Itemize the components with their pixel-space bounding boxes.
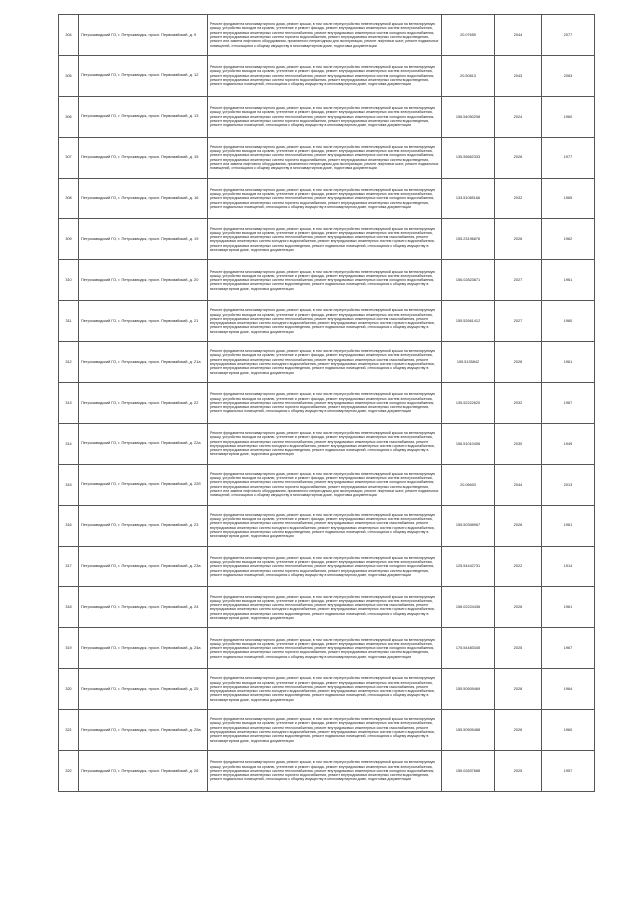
- cost-cell: 135.55662333: [442, 137, 495, 178]
- year-start-cell: 2043: [495, 55, 542, 96]
- cost-cell: 155.50398967: [442, 505, 495, 546]
- table-row: [59, 464, 595, 505]
- address-cell: Петрозаводский ГО, г. Петрозаводск, просп. Первомайский, д. 21: [79, 301, 208, 342]
- year-start-cell: 2027: [495, 260, 542, 301]
- works-cell: Ремонт фундамента многоквартирного дома, ремонт крыши, в том числе переустройство невентилируемой крыши на вентилируемую крышу, устройство выходов на кровлю, утепление и ремонт фасада, ремонт внутридомовых инженерных систем электроснабжения, ремонт внутридомовых инженерных систем теплоснабжения, ремонт внутридомовых инженерных систем холодного водоснабжения, ремонт внутридомовых инженерных систем горячего водоснабжения, ремонт внутридомовых инженерных систем водоотведения, ремонт подвальных помещений, относящихся к общему имуществу в многоквартирном доме, подготовка документации: [208, 383, 442, 424]
- year-start-cell: 2026: [495, 505, 542, 546]
- year-end-cell: 1977: [542, 137, 595, 178]
- table-row: [59, 751, 595, 792]
- table-row: [59, 587, 595, 628]
- table-row: [59, 301, 595, 342]
- cost-cell: 133.51065166: [442, 178, 495, 219]
- table-row: [59, 96, 595, 137]
- cost-cell: 20.06603: [442, 464, 495, 505]
- year-end-cell: 1967: [542, 628, 595, 669]
- cost-cell: 155.50505488: [442, 710, 495, 751]
- year-end-cell: 1957: [542, 751, 595, 792]
- table-body: [59, 15, 595, 792]
- year-end-cell: 1960: [542, 96, 595, 137]
- year-start-cell: 2044: [495, 15, 542, 56]
- table-row: [59, 137, 595, 178]
- row-number: 319: [59, 628, 79, 669]
- year-start-cell: 2026: [495, 219, 542, 260]
- row-number: 307: [59, 137, 79, 178]
- year-end-cell: 1961: [542, 342, 595, 383]
- year-start-cell: 2028: [495, 342, 542, 383]
- cost-cell: 155.5135842: [442, 342, 495, 383]
- address-cell: Петрозаводский ГО, г. Петрозаводск, просп. Первомайский, д. 20: [79, 260, 208, 301]
- works-cell: Ремонт фундамента многоквартирного дома, ремонт крыши, в том числе переустройство невентилируемой крыши на вентилируемую крышу, устройство выходов на кровлю, утепление и ремонт фасада, ремонт внутридомовых инженерных систем электроснабжения, ремонт внутридомовых инженерных систем теплоснабжения, ремонт внутридомовых инженерных систем холодного водоснабжения, ремонт внутридомовых инженерных систем горячего водоснабжения, ремонт внутридомовых инженерных систем водоотведения, ремонт или замена лифтового оборудования, признанного непригодным для эксплуатации, ремонт лифтовых шахт, ремонт подвальных помещений, относящихся к общему имуществу в многоквартирном доме, подготовка документации: [208, 464, 442, 505]
- document-page: [58, 14, 594, 792]
- year-start-cell: 2030: [495, 423, 542, 464]
- row-number: 321: [59, 710, 79, 751]
- cost-cell: 135.52222620: [442, 383, 495, 424]
- year-start-cell: 2025: [495, 628, 542, 669]
- works-cell: Ремонт фундамента многоквартирного дома, ремонт крыши, в том числе переустройство невентилируемой крыши на вентилируемую крышу, устройство выходов на кровлю, утепление и ремонт фасада, ремонт внутридомовых инженерных систем электроснабжения, ремонт внутридомовых инженерных систем теплоснабжения, ремонт внутридомовых инженерных систем холодного водоснабжения, ремонт внутридомовых инженерных систем горячего водоснабжения, ремонт внутридомовых инженерных систем водоотведения, ремонт подвальных помещений, относящихся к общему имуществу в многоквартирном доме, подготовка документации: [208, 751, 442, 792]
- address-cell: Петрозаводский ГО, г. Петрозаводск, просп. Первомайский, д. 16: [79, 178, 208, 219]
- address-cell: Петрозаводский ГО, г. Петрозаводск, просп. Первомайский, д. 9: [79, 15, 208, 56]
- table-row: [59, 342, 595, 383]
- address-cell: Петрозаводский ГО, г. Петрозаводск, просп. Первомайский, д. 22: [79, 383, 208, 424]
- works-cell: Ремонт фундамента многоквартирного дома, ремонт крыши, в том числе переустройство невентилируемой крыши на вентилируемую крышу, устройство выходов на кровлю, утепление и ремонт фасада, ремонт внутридомовых инженерных систем электроснабжения, ремонт внутридомовых инженерных систем теплоснабжения, ремонт внутридомовых инженерных систем холодного водоснабжения, ремонт внутридомовых инженерных систем горячего водоснабжения, ремонт внутридомовых инженерных систем водоотведения, ремонт подвальных помещений, относящихся к общему имуществу в многоквартирном доме, подготовка документации: [208, 55, 442, 96]
- row-number: 308: [59, 178, 79, 219]
- address-cell: Петрозаводский ГО, г. Петрозаводск, просп. Первомайский, д. 23а: [79, 546, 208, 587]
- year-start-cell: 2027: [495, 301, 542, 342]
- year-start-cell: 2028: [495, 669, 542, 710]
- row-number: 314: [59, 423, 79, 464]
- year-start-cell: 2026: [495, 587, 542, 628]
- address-cell: Петрозаводский ГО, г. Петрозаводск, просп. Первомайский, д. 23: [79, 505, 208, 546]
- works-cell: Ремонт фундамента многоквартирного дома, ремонт крыши, в том числе переустройство невентилируемой крыши на вентилируемую крышу, устройство выходов на кровлю, утепление и ремонт фасада, ремонт внутридомовых инженерных систем электроснабжения, ремонт внутридомовых инженерных систем теплоснабжения, ремонт внутридомовых инженерных систем газоснабжения, ремонт внутридомовых инженерных систем холодного водоснабжения, ремонт внутридомовых инженерных систем горячего водоснабжения, ремонт внутридомовых инженерных систем водоотведения, ремонт подвальных помещений, относящихся к общему имуществу в многоквартирном доме, подготовка документации: [208, 219, 442, 260]
- address-cell: Петрозаводский ГО, г. Петрозаводск, просп. Первомайский, д. 19: [79, 219, 208, 260]
- year-start-cell: 2044: [495, 464, 542, 505]
- cost-cell: 156.54050298: [442, 96, 495, 137]
- works-cell: Ремонт фундамента многоквартирного дома, ремонт крыши, в том числе переустройство невентилируемой крыши на вентилируемую крышу, устройство выходов на кровлю, утепление и ремонт фасада, ремонт внутридомовых инженерных систем электроснабжения, ремонт внутридомовых инженерных систем теплоснабжения, ремонт внутридомовых инженерных систем холодного водоснабжения, ремонт внутридомовых инженерных систем горячего водоснабжения, ремонт внутридомовых инженерных систем водоотведения, ремонт или замена лифтового оборудования, признанного непригодным для эксплуатации, ремонт лифтовых шахт, ремонт подвальных помещений, относящихся к общему имуществу в многоквартирном доме, подготовка документации: [208, 137, 442, 178]
- table-row: [59, 219, 595, 260]
- year-end-cell: 2063: [542, 55, 595, 96]
- table-row: [59, 628, 595, 669]
- row-number: 304: [59, 15, 79, 56]
- address-cell: Петрозаводский ГО, г. Петрозаводск, просп. Первомайский, д. 12: [79, 55, 208, 96]
- cost-cell: 156.02837688: [442, 751, 495, 792]
- year-end-cell: 2077: [542, 15, 595, 56]
- address-cell: Петрозаводский ГО, г. Петрозаводск, просп. Первомайский, д. 21а: [79, 342, 208, 383]
- cost-cell: 156.02224436: [442, 587, 495, 628]
- table-row: [59, 383, 595, 424]
- row-number: 306: [59, 96, 79, 137]
- row-number: 322: [59, 751, 79, 792]
- row-number: 311: [59, 301, 79, 342]
- address-cell: Петрозаводский ГО, г. Петрозаводск, просп. Первомайский, д. 26: [79, 751, 208, 792]
- year-end-cell: 1967: [542, 383, 595, 424]
- works-cell: Ремонт фундамента многоквартирного дома, ремонт крыши, в том числе переустройство невентилируемой крыши на вентилируемую крышу, устройство выходов на кровлю, утепление и ремонт фасада, ремонт внутридомовых инженерных систем электроснабжения, ремонт внутридомовых инженерных систем теплоснабжения, ремонт внутридомовых инженерных систем холодного водоснабжения, ремонт внутридомовых инженерных систем горячего водоснабжения, ремонт внутридомовых инженерных систем водоотведения, ремонт подвальных помещений, относящихся к общему имуществу в многоквартирном доме, подготовка документации: [208, 96, 442, 137]
- cost-cell: 155.23196876: [442, 219, 495, 260]
- works-cell: Ремонт фундамента многоквартирного дома, ремонт крыши, в том числе переустройство невентилируемой крыши на вентилируемую крышу, устройство выходов на кровлю, утепление и ремонт фасада, ремонт внутридомовых инженерных систем электроснабжения, ремонт внутридомовых инженерных систем теплоснабжения, ремонт внутридомовых инженерных систем газоснабжения, ремонт внутридомовых инженерных систем холодного водоснабжения, ремонт внутридомовых инженерных систем горячего водоснабжения, ремонт внутридомовых инженерных систем водоотведения, ремонт подвальных помещений, относящихся к общему имуществу в многоквартирном доме, подготовка документации: [208, 587, 442, 628]
- table-row: [59, 669, 595, 710]
- table-row: [59, 15, 595, 56]
- address-cell: Петрозаводский ГО, г. Петрозаводск, просп. Первомайский, д. 15: [79, 137, 208, 178]
- address-cell: Петрозаводский ГО, г. Петрозаводск, просп. Первомайский, д. 22б: [79, 464, 208, 505]
- works-cell: Ремонт фундамента многоквартирного дома, ремонт крыши, в том числе переустройство невентилируемой крыши на вентилируемую крышу, устройство выходов на кровлю, утепление и ремонт фасада, ремонт внутридомовых инженерных систем электроснабжения, ремонт внутридомовых инженерных систем теплоснабжения, ремонт внутридомовых инженерных систем холодного водоснабжения, ремонт внутридомовых инженерных систем водоотведения, ремонт подвальных помещений, относящихся к общему имуществу в многоквартирном доме, подготовка документации: [208, 260, 442, 301]
- year-start-cell: 2022: [495, 546, 542, 587]
- works-cell: Ремонт фундамента многоквартирного дома, ремонт крыши, в том числе переустройство невентилируемой крыши на вентилируемую крышу, устройство выходов на кровлю, утепление и ремонт фасада, ремонт внутридомовых инженерных систем электроснабжения, ремонт внутридомовых инженерных систем теплоснабжения, ремонт внутридомовых инженерных систем газоснабжения, ремонт внутридомовых инженерных систем холодного водоснабжения, ремонт внутридомовых инженерных систем горячего водоснабжения, ремонт внутридомовых инженерных систем водоотведения, ремонт подвальных помещений, относящихся к общему имуществу в многоквартирном доме, подготовка документации: [208, 423, 442, 464]
- row-number: 320: [59, 669, 79, 710]
- year-end-cell: 1965: [542, 178, 595, 219]
- year-end-cell: 1964: [542, 669, 595, 710]
- works-cell: Ремонт фундамента многоквартирного дома, ремонт крыши, в том числе переустройство невентилируемой крыши на вентилируемую крышу, устройство выходов на кровлю, утепление и ремонт фасада, ремонт внутридомовых инженерных систем электроснабжения, ремонт внутридомовых инженерных систем теплоснабжения, ремонт внутридомовых инженерных систем холодного водоснабжения, ремонт внутридомовых инженерных систем горячего водоснабжения, ремонт внутридомовых инженерных систем водоотведения, ремонт подвальных помещений, относящихся к общему имуществу в многоквартирном доме, подготовка документации: [208, 628, 442, 669]
- works-cell: Ремонт фундамента многоквартирного дома, ремонт крыши, в том числе переустройство невентилируемой крыши на вентилируемую крышу, устройство выходов на кровлю, утепление и ремонт фасада, ремонт внутридомовых инженерных систем электроснабжения, ремонт внутридомовых инженерных систем теплоснабжения, ремонт внутридомовых инженерных систем газоснабжения, ремонт внутридомовых инженерных систем холодного водоснабжения, ремонт внутридомовых инженерных систем горячего водоснабжения, ремонт внутридомовых инженерных систем водоотведения, ремонт подвальных помещений, относящихся к общему имуществу в многоквартирном доме, подготовка документации: [208, 710, 442, 751]
- works-cell: Ремонт фундамента многоквартирного дома, ремонт крыши, в том числе переустройство невентилируемой крыши на вентилируемую крышу, устройство выходов на кровлю, утепление и ремонт фасада, ремонт внутридомовых инженерных систем электроснабжения, ремонт внутридомовых инженерных систем теплоснабжения, ремонт внутридомовых инженерных систем газоснабжения, ремонт внутридомовых инженерных систем холодного водоснабжения, ремонт внутридомовых инженерных систем горячего водоснабжения, ремонт внутридомовых инженерных систем водоотведения, ремонт подвальных помещений, относящихся к общему имуществу в многоквартирном доме, подготовка документации: [208, 669, 442, 710]
- row-number: 318: [59, 587, 79, 628]
- year-start-cell: 2032: [495, 178, 542, 219]
- works-cell: Ремонт фундамента многоквартирного дома, ремонт крыши, в том числе переустройство невентилируемой крыши на вентилируемую крышу, устройство выходов на кровлю, утепление и ремонт фасада, ремонт внутридомовых инженерных систем электроснабжения, ремонт внутридомовых инженерных систем теплоснабжения, ремонт внутридомовых инженерных систем газоснабжения, ремонт внутридомовых инженерных систем холодного водоснабжения, ремонт внутридомовых инженерных систем горячего водоснабжения, ремонт внутридомовых инженерных систем водоотведения, ремонт подвальных помещений, относящихся к общему имуществу в многоквартирном доме, подготовка документации: [208, 342, 442, 383]
- year-end-cell: 2013: [542, 464, 595, 505]
- works-cell: Ремонт фундамента многоквартирного дома, ремонт крыши, в том числе переустройство невентилируемой крыши на вентилируемую крышу, устройство выходов на кровлю, утепление и ремонт фасада, ремонт внутридомовых инженерных систем электроснабжения, ремонт внутридомовых инженерных систем теплоснабжения, ремонт внутридомовых инженерных систем газоснабжения, ремонт внутридомовых инженерных систем холодного водоснабжения, ремонт внутридомовых инженерных систем горячего водоснабжения, ремонт внутридомовых инженерных систем водоотведения, ремонт подвальных помещений, относящихся к общему имуществу в многоквартирном доме, подготовка документации: [208, 301, 442, 342]
- address-cell: Петрозаводский ГО, г. Петрозаводск, просп. Первомайский, д. 25а: [79, 710, 208, 751]
- address-cell: Петрозаводский ГО, г. Петрозаводск, просп. Первомайский, д. 25: [79, 669, 208, 710]
- address-cell: Петрозаводский ГО, г. Петрозаводск, просп. Первомайский, д. 22а: [79, 423, 208, 464]
- works-cell: Ремонт фундамента многоквартирного дома, ремонт крыши, в том числе переустройство невентилируемой крыши на вентилируемую крышу, устройство выходов на кровлю, утепление и ремонт фасада, ремонт внутридомовых инженерных систем электроснабжения, ремонт внутридомовых инженерных систем теплоснабжения, ремонт внутридомовых инженерных систем газоснабжения, ремонт внутридомовых инженерных систем холодного водоснабжения, ремонт внутридомовых инженерных систем горячего водоснабжения, ремонт внутридомовых инженерных систем водоотведения, ремонт подвальных помещений, относящихся к общему имуществу в многоквартирном доме, подготовка документации: [208, 505, 442, 546]
- row-number: 316: [59, 505, 79, 546]
- year-end-cell: 1961: [542, 505, 595, 546]
- table-row: [59, 546, 595, 587]
- cost-cell: 125.54442731: [442, 546, 495, 587]
- year-end-cell: 1949: [542, 423, 595, 464]
- table-row: [59, 178, 595, 219]
- address-cell: Петрозаводский ГО, г. Петрозаводск, просп. Первомайский, д. 24: [79, 587, 208, 628]
- works-cell: Ремонт фундамента многоквартирного дома, ремонт крыши, в том числе переустройство невентилируемой крыши на вентилируемую крышу, устройство выходов на кровлю, утепление и ремонт фасада, ремонт внутридомовых инженерных систем электроснабжения, ремонт внутридомовых инженерных систем теплоснабжения, ремонт внутридомовых инженерных систем холодного водоснабжения, ремонт внутридомовых инженерных систем горячего водоснабжения, ремонт внутридомовых инженерных систем водоотведения, ремонт или замена лифтового оборудования, признанного непригодным для эксплуатации, ремонт лифтовых шахт, ремонт подвальных помещений, относящихся к общему имуществу в многоквартирном доме, подготовка документации: [208, 15, 442, 56]
- year-start-cell: 2032: [495, 383, 542, 424]
- row-number: 310: [59, 260, 79, 301]
- table-row: [59, 423, 595, 464]
- row-number: 317: [59, 546, 79, 587]
- year-end-cell: 1961: [542, 260, 595, 301]
- table-row: [59, 710, 595, 751]
- year-end-cell: 1960: [542, 301, 595, 342]
- row-number: 312: [59, 342, 79, 383]
- cost-cell: 175.54483345: [442, 628, 495, 669]
- year-start-cell: 2026: [495, 137, 542, 178]
- cost-cell: 20.50813: [442, 55, 495, 96]
- year-end-cell: 1960: [542, 710, 595, 751]
- year-start-cell: 2026: [495, 710, 542, 751]
- cost-cell: 156.02823871: [442, 260, 495, 301]
- cost-cell: 155.50509469: [442, 669, 495, 710]
- row-number: 313: [59, 383, 79, 424]
- address-cell: Петрозаводский ГО, г. Петрозаводск, просп. Первомайский, д. 13: [79, 96, 208, 137]
- works-cell: Ремонт фундамента многоквартирного дома, ремонт крыши, в том числе переустройство невентилируемой крыши на вентилируемую крышу, устройство выходов на кровлю, утепление и ремонт фасада, ремонт внутридомовых инженерных систем электроснабжения, ремонт внутридомовых инженерных систем теплоснабжения, ремонт внутридомовых инженерных систем холодного водоснабжения, ремонт внутридомовых инженерных систем горячего водоснабжения, ремонт внутридомовых инженерных систем водоотведения, ремонт подвальных помещений, относящихся к общему имуществу в многоквартирном доме, подготовка документации: [208, 178, 442, 219]
- year-end-cell: 1914: [542, 546, 595, 587]
- address-cell: Петрозаводский ГО, г. Петрозаводск, просп. Первомайский, д. 24а: [79, 628, 208, 669]
- year-start-cell: 2025: [495, 751, 542, 792]
- year-start-cell: 2024: [495, 96, 542, 137]
- works-cell: Ремонт фундамента многоквартирного дома, ремонт крыши, в том числе переустройство невентилируемой крыши на вентилируемую крышу, устройство выходов на кровлю, утепление и ремонт фасада, ремонт внутридомовых инженерных систем электроснабжения, ремонт внутридомовых инженерных систем теплоснабжения, ремонт внутридомовых инженерных систем холодного водоснабжения, ремонт внутридомовых инженерных систем горячего водоснабжения, ремонт внутридомовых инженерных систем водоотведения, ремонт подвальных помещений, относящихся к общему имуществу в многоквартирном доме, подготовка документации: [208, 546, 442, 587]
- year-end-cell: 1961: [542, 587, 595, 628]
- table-row: [59, 505, 595, 546]
- cost-cell: 156.51010406: [442, 423, 495, 464]
- capital-repair-table: [58, 14, 595, 792]
- row-number: 305: [59, 55, 79, 96]
- table-row: [59, 260, 595, 301]
- year-end-cell: 1962: [542, 219, 595, 260]
- cost-cell: 20.07659: [442, 15, 495, 56]
- row-number: 315: [59, 464, 79, 505]
- row-number: 309: [59, 219, 79, 260]
- cost-cell: 155.52661412: [442, 301, 495, 342]
- table-row: [59, 55, 595, 96]
